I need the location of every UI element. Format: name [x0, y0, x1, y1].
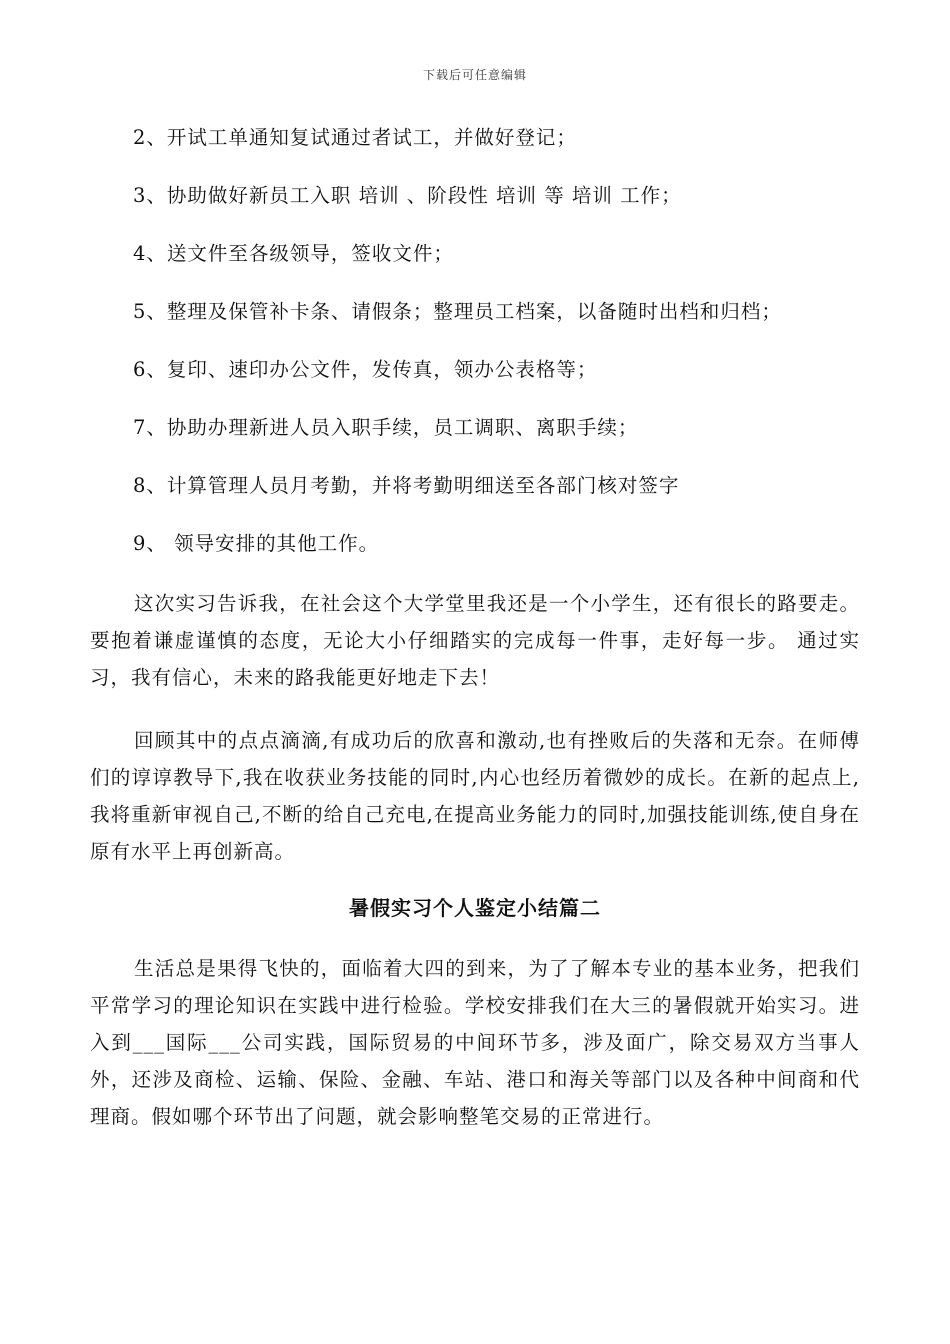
- list-item: 3、协助做好新员工入职 培训 、阶段性 培训 等 培训 工作；: [133, 184, 682, 207]
- list-item: 5、整理及保管补卡条、请假条；整理员工档案，以备随时出档和归档；: [133, 300, 782, 323]
- page-header: 下载后可任意编辑: [422, 68, 527, 82]
- paragraph-internship-lesson: 这次实习告诉我，在社会这个大学堂里我还是一个小学生，还有很长的路要走。要抱着谦虚谨慎的态度，无论大小仔细踏实的完成每一件事，走好每一步。 通过实习，我有信心，未来的路我能更好地走下去！: [90, 592, 860, 689]
- section-heading: 暑假实习个人鉴定小结篇二: [349, 896, 601, 920]
- list-item: 2、开试工单通知复试通过者试工，并做好登记；: [133, 126, 577, 149]
- list-item: 7、协助办理新进人员入职手续，员工调职、离职手续；: [133, 416, 639, 439]
- duty-list: [133, 118, 853, 582]
- list-item: 4、送文件至各级领导，签收文件；: [133, 242, 454, 265]
- paragraph-reflection: 回顾其中的点点滴滴,有成功后的欣喜和激动,也有挫败后的失落和无奈。在师傅们的谆谆教导下,我在收获业务技能的同时,内心也经历着微妙的成长。在新的起点上,我将重新审视自己,不断的给自己充电,在提高业务能力的同时,加强技能训练,使自身在原有水平上再创新高。: [90, 729, 860, 863]
- list-item: 6、复印、速印办公文件，发传真，领办公表格等；: [133, 358, 598, 381]
- list-item: 8、计算管理人员月考勤，并将考勤明细送至各部门核对签字: [133, 474, 680, 497]
- list-item: 9、 领导安排的其他工作。: [133, 532, 380, 555]
- paragraph-section-two: 生活总是果得飞快的，面临着大四的到来，为了了解本专业的基本业务，把我们平常学习的理论知识在实践中进行检验。学校安排我们在大三的暑假就开始实习。进入到___国际___公司实践，国际贸易的中间环节多，涉及面广，除交易双方当事人外，还涉及商检、运输、保险、金融、车站、港口和海关等部门以及各种中间商和代理商。假如哪个环节出了问题，就会影响整笔交易的正常进行。: [90, 957, 860, 1128]
